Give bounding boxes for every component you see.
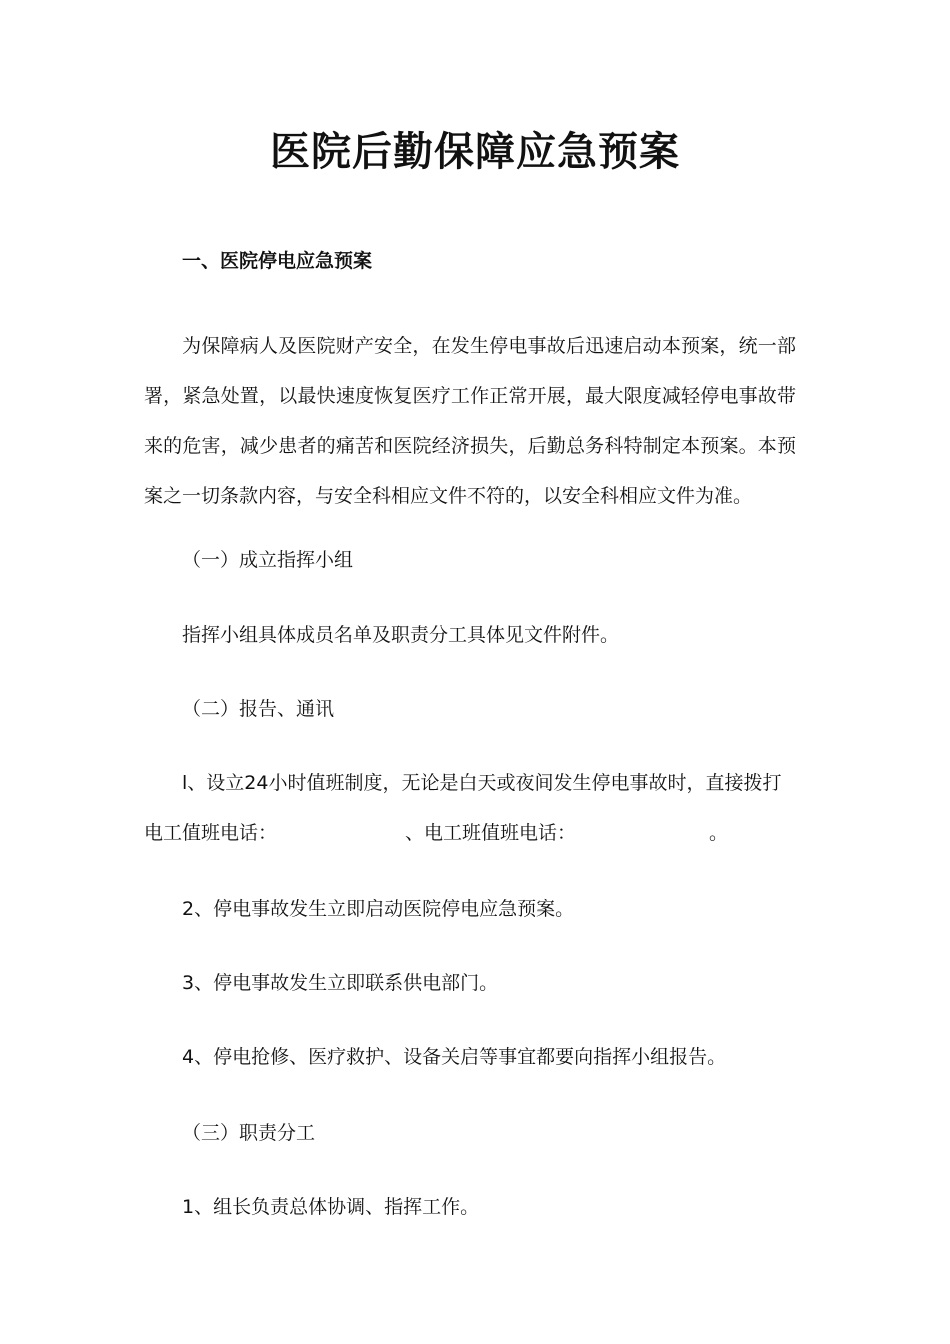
list-item: 2、停电事故发生立即启动医院停电应急预案。: [182, 898, 575, 920]
list-item: 3、停电事故发生立即联系供电部门。: [182, 972, 499, 994]
subsection-heading: （一）成立指挥小组: [182, 549, 354, 571]
intro-paragraph: [144, 321, 796, 521]
list-item: l、设立24小时值班制度，无论是白天或夜间发生停电事故时，直接拨打: [182, 772, 782, 794]
list-item: 4、停电抢修、医疗救护、设备关启等事宜都要向指挥小组报告。: [182, 1046, 727, 1068]
subsection-heading: （二）报告、通讯: [182, 698, 335, 720]
body-text: 指挥小组具体成员名单及职责分工具体见文件附件。: [182, 624, 620, 646]
phone-label: 、电工班值班电话：: [405, 822, 577, 844]
section-heading: 一、医院停电应急预案: [182, 250, 373, 272]
document-title: 医院后勤保障应急预案: [270, 129, 680, 175]
phone-label: 电工值班电话：: [144, 822, 278, 844]
list-item: 1、组长负责总体协调、指挥工作。: [182, 1196, 480, 1218]
subsection-heading: （三）职责分工: [182, 1122, 316, 1144]
phone-line: [144, 820, 728, 846]
intro-paragraph-text: 为保障病人及医院财产安全，在发生停电事故后迅速启动本预案，统一部署，紧急处置，以最快速度恢复医疗工作正常开展，最大限度减轻停电事故带来的危害，减少患者的痛苦和医院经济损失，后勤总务科特制定本预案。本预案之一切条款内容，与安全科相应文件不符的，以安全科相应文件为准。: [144, 335, 796, 507]
line-end: 。: [709, 822, 729, 844]
